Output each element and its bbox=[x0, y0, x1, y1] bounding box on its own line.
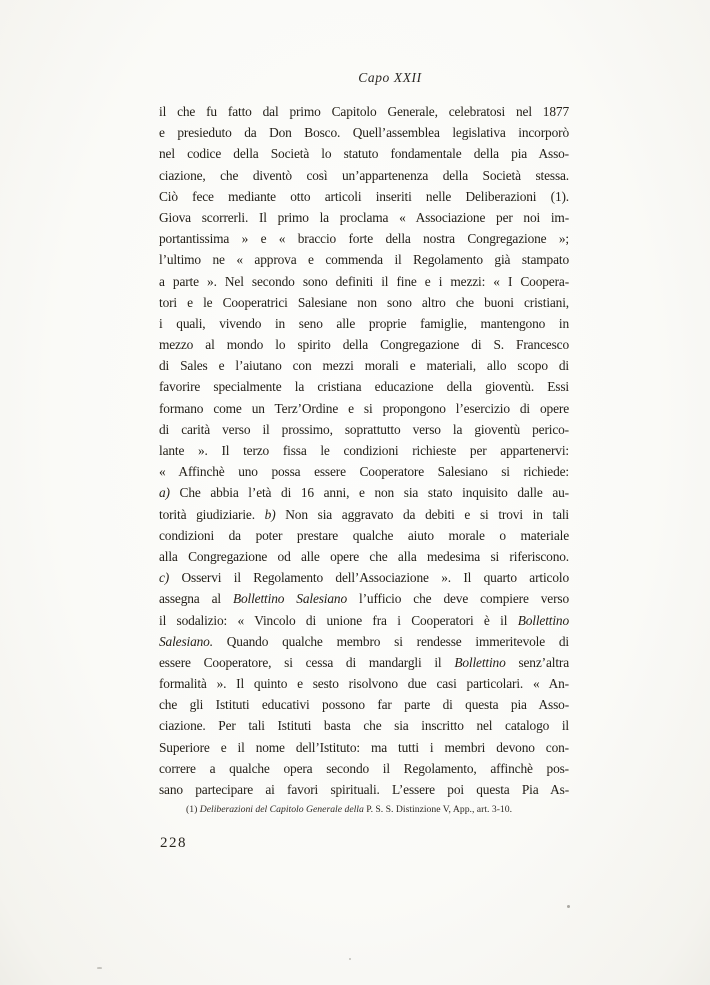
body-text bbox=[159, 101, 569, 800]
text-line bbox=[159, 461, 569, 482]
text-line bbox=[159, 737, 569, 758]
italic-text-run: c) bbox=[159, 570, 170, 586]
italic-text-run: a) bbox=[159, 485, 170, 501]
text-line bbox=[159, 249, 569, 270]
text-line bbox=[159, 610, 569, 631]
italic-text-run: Salesiano. bbox=[159, 633, 213, 649]
text-run: formalità ». Il quinto e sesto risolvono due casi particolari. « An- bbox=[159, 676, 569, 692]
text-line bbox=[159, 376, 569, 397]
text-line bbox=[159, 143, 569, 164]
text-run: lante ». Il terzo fissa le condizioni richieste per appartenervi: bbox=[159, 443, 569, 458]
text-run: assegna al bbox=[159, 591, 233, 607]
page-number: 228 bbox=[160, 835, 187, 851]
text-run: e presieduto da Don Bosco. Quell’assemblea legislativa incorporò bbox=[159, 125, 569, 141]
text-line bbox=[159, 673, 569, 694]
text-run: l’ultimo ne « approva e commenda il Regolamento già stampato bbox=[159, 252, 569, 268]
text-run: Che abbia l’età di 16 anni, e non sia stato inquisito dalle au- bbox=[169, 485, 569, 501]
text-line bbox=[159, 292, 569, 313]
text-line bbox=[159, 482, 569, 503]
text-run: il che fu fatto dal primo Capitolo Generale, celebratosi nel 1877 bbox=[159, 104, 569, 119]
scan-speck bbox=[567, 905, 570, 908]
text-run: di carità verso il prossimo, soprattutto verso la gioventù perico- bbox=[159, 421, 569, 437]
text-line bbox=[159, 313, 569, 334]
text-run: Non sia aggravato da debiti e si trovi in tali bbox=[275, 506, 569, 522]
italic-text-run: b) bbox=[264, 506, 276, 522]
text-run: « Affinchè uno possa essere Cooperatore Salesiano si richiede: bbox=[159, 464, 569, 480]
text-run: mezzo al mondo lo spirito della Congregazione di S. Francesco bbox=[159, 337, 569, 353]
text-line bbox=[159, 122, 569, 143]
text-run: i quali, vivendo in seno alle proprie famiglie, mantengono in bbox=[159, 315, 569, 331]
text-line bbox=[159, 588, 569, 609]
text-run: di Sales e l’aiutano con mezzi morali e materiali, allo scopo di bbox=[159, 358, 569, 374]
text-line bbox=[159, 694, 569, 715]
text-run: l’ufficio che deve compiere verso bbox=[347, 591, 569, 607]
text-run: Giova scorrerli. Il primo la proclama « Associazione per noi im- bbox=[159, 209, 569, 225]
footnote bbox=[159, 803, 577, 816]
text-run: correre a qualche opera secondo il Regolamento, affinchè pos- bbox=[159, 760, 569, 776]
text-line bbox=[159, 228, 569, 249]
text-line bbox=[159, 504, 569, 525]
text-run: Superiore e il nome dell’Istituto: ma tutti i membri devono con- bbox=[159, 739, 569, 755]
italic-text-run: Bollettino Salesiano bbox=[232, 591, 348, 607]
text-run: condizioni da poter prestare qualche aiuto morale o materiale bbox=[159, 527, 569, 543]
scan-speck bbox=[349, 958, 351, 960]
text-run: tori e le Cooperatrici Salesiane non sono altro che buoni cristiani, bbox=[159, 294, 569, 310]
text-run: Osservi il Regolamento dell’Associazione ». Il quarto articolo bbox=[169, 570, 569, 586]
text-line bbox=[159, 631, 569, 652]
text-line bbox=[159, 207, 569, 228]
text-run: il sodalizio: « Vincolo di unione fra i Cooperatori è il bbox=[159, 612, 518, 628]
text-run: Ciò fece mediante otto articoli inseriti nelle Deliberazioni (1). bbox=[159, 188, 569, 204]
text-run: alla Congregazione od alle opere che alla medesima si riferiscono. bbox=[159, 548, 569, 564]
text-line bbox=[159, 758, 569, 779]
text-run: P. S. S. Distinzione V, App., art. 3-10. bbox=[363, 804, 513, 815]
italic-text-run: Bollettino bbox=[454, 654, 506, 670]
text-line bbox=[159, 440, 569, 461]
text-line bbox=[159, 271, 569, 292]
text-run: essere Cooperatore, si cessa di mandargli il bbox=[159, 654, 455, 670]
scan-speck bbox=[97, 967, 102, 969]
text-line bbox=[159, 525, 569, 546]
text-run: sano partecipare ai favori spirituali. L’essere poi questa Pia As- bbox=[159, 782, 569, 797]
text-line bbox=[159, 567, 569, 588]
text-run: ciazione, che diventò così un’appartenenza della Società stessa. bbox=[159, 167, 569, 183]
italic-text-run: Bollettino bbox=[517, 612, 569, 628]
text-line bbox=[159, 398, 569, 419]
text-line bbox=[159, 355, 569, 376]
text-line bbox=[159, 779, 569, 800]
text-line bbox=[159, 419, 569, 440]
italic-text-run: Deliberazioni del Capitolo Generale della bbox=[199, 804, 364, 815]
text-run: a parte ». Nel secondo sono definiti il fine e i mezzi: « I Coopera- bbox=[159, 273, 569, 289]
text-run: formano come un Terz’Ordine e si propongono l’esercizio di opere bbox=[159, 400, 569, 416]
running-header: Capo XXII bbox=[358, 70, 422, 85]
text-line bbox=[159, 186, 569, 207]
text-run: (1) bbox=[186, 804, 200, 815]
text-line bbox=[159, 165, 569, 186]
text-line bbox=[159, 546, 569, 567]
text-line bbox=[159, 334, 569, 355]
text-run: ciazione. Per tali Istituti basta che sia inscritto nel catalogo il bbox=[159, 718, 569, 734]
text-line bbox=[159, 652, 569, 673]
text-line bbox=[159, 715, 569, 736]
text-run: torità giudiziarie. bbox=[159, 506, 265, 522]
text-run: Quando qualche membro si rendesse immeritevole di bbox=[212, 633, 569, 649]
text-run: senz’altra bbox=[505, 654, 569, 670]
text-run: che gli Istituti educativi possono far parte di questa pia Asso- bbox=[159, 697, 569, 713]
text-run: favorire specialmente la cristiana educazione della gioventù. Essi bbox=[159, 379, 569, 395]
text-line bbox=[159, 101, 569, 122]
text-run: nel codice della Società lo statuto fondamentale della pia Asso- bbox=[159, 146, 569, 162]
text-run: portantissima » e « braccio forte della nostra Congregazione »; bbox=[159, 231, 569, 247]
